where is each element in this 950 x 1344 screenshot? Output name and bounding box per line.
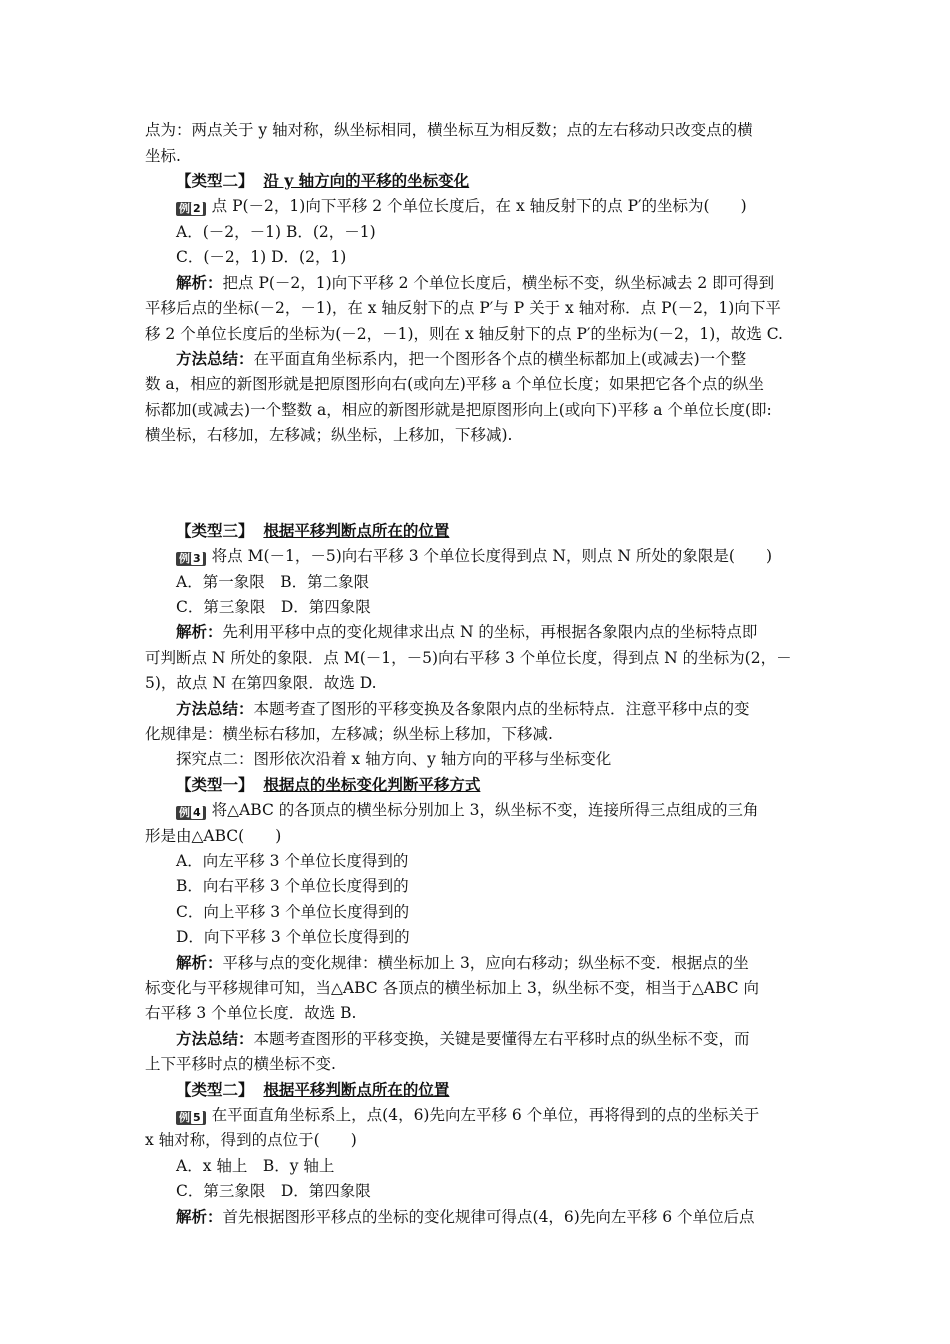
section-label: 【类型二】 (176, 1080, 254, 1099)
line-text: 数 a，相应的新图形就是把原图形向右(或向左)平移 a 个单位长度；如果把它各个点的纵坐 (145, 375, 764, 393)
line-text: A．x 轴上 B．y 轴上 (176, 1157, 335, 1175)
text-line-l18 (176, 622, 810, 642)
example-badge: 例 4 (176, 806, 206, 820)
section-heading: 根据平移判断点所在的位置 (263, 521, 450, 540)
section-label: 方法总结： (176, 1029, 254, 1048)
text-line-l13 (145, 425, 810, 445)
text-line-l24 (176, 775, 810, 795)
text-line-l38 (145, 1130, 810, 1150)
text-line-l06 (176, 247, 810, 267)
text-line-l05 (176, 222, 810, 242)
text-line-l28 (176, 876, 810, 896)
line-text: 平移后点的坐标(－2，－1)，在 x 轴反射下的点 P′与 P 关于 x 轴对称．点 P(－2，1)向下平 (145, 299, 781, 317)
line-text: C．(－2，1) D．(2，1) (176, 248, 347, 266)
line-text: D．向下平移 3 个单位长度得到的 (176, 928, 410, 946)
text-line-l33 (145, 1003, 810, 1023)
line-text: 把点 P(－2，1)向下平移 2 个单位长度后，横坐标不变，纵坐标减去 2 即可得到 (222, 274, 775, 292)
line-text: 点 P(－2，1)向下平移 2 个单位长度后，在 x 轴反射下的点 P′的坐标为( ) (211, 197, 747, 215)
text-line-l23 (176, 749, 810, 769)
line-text: 先利用平移中点的变化规律求出点 N 的坐标，再根据各象限内点的坐标特点即 (222, 623, 758, 641)
text-line-l19 (145, 648, 810, 668)
text-line-l08 (145, 298, 810, 318)
example-badge: 例 2 (176, 202, 206, 216)
example-badge: 例 5 (176, 1111, 206, 1125)
line-text: 形是由△ABC( ) (145, 827, 282, 845)
line-text: 平移与点的变化规律：横坐标加上 3，应向右移动；纵坐标不变．根据点的坐 (222, 954, 749, 972)
line-text: 右平移 3 个单位长度．故选 B. (145, 1004, 357, 1022)
text-line-l15 (176, 546, 810, 566)
text-line-l01 (145, 120, 810, 140)
line-text: 首先根据图形平移点的坐标的变化规律可得点(4，6)先向左平移 6 个单位后点 (222, 1208, 755, 1226)
line-text: 可判断点 N 所处的象限．点 M(－1，－5)向右平移 3 个单位长度，得到点 N 的坐标为(2，－ (145, 649, 792, 667)
line-text: 化规律是：横坐标右移加，左移减；纵坐标上移加，下移减. (145, 725, 553, 743)
line-text: C．第三象限 D．第四象限 (176, 1182, 371, 1200)
line-text: 本题考查了图形的平移变换及各象限内点的坐标特点．注意平移中点的变 (253, 700, 750, 718)
text-line-l36 (176, 1080, 810, 1100)
section-label: 解析： (176, 622, 223, 641)
line-text: 点为：两点关于 y 轴对称，纵坐标相同，横坐标互为相反数；点的左右移动只改变点的横 (145, 121, 753, 139)
text-line-l21 (176, 699, 810, 719)
section-heading: 根据平移判断点所在的位置 (263, 1080, 450, 1099)
text-line-l12 (145, 400, 810, 420)
text-line-l04 (176, 196, 810, 216)
section-label: 【类型一】 (176, 775, 254, 794)
text-line-l27 (176, 851, 810, 871)
text-line-l41 (176, 1207, 810, 1227)
line-text: 横坐标，右移加，左移减；纵坐标，上移加，下移减). (145, 426, 513, 444)
line-text: 5)，故点 N 在第四象限．故选 D. (145, 674, 377, 692)
line-text: 探究点二：图形依次沿着 x 轴方向、y 轴方向的平移与坐标变化 (176, 750, 612, 768)
text-line-l14 (176, 521, 810, 541)
text-line-l17 (176, 597, 810, 617)
line-text: 移 2 个单位长度后的坐标为(－2，－1)，则在 x 轴反射下的点 P′的坐标为(－2，1)，故选 C. (145, 325, 783, 343)
text-line-l22 (145, 724, 810, 744)
line-text: 在平面直角坐标系上，点(4，6)先向左平移 6 个单位，再将得到的点的坐标关于 (211, 1106, 760, 1124)
section-label: 方法总结： (176, 349, 254, 368)
text-line-l30 (176, 927, 810, 947)
section-label: 【类型三】 (176, 521, 254, 540)
section-label: 解析： (176, 273, 223, 292)
line-text: 上下平移时点的横坐标不变. (145, 1055, 336, 1073)
text-line-l16 (176, 572, 810, 592)
text-line-l31 (176, 953, 810, 973)
section-label: 解析： (176, 953, 223, 972)
line-text: 在平面直角坐标系内，把一个图形各个点的横坐标都加上(或减去)一个整 (253, 350, 747, 368)
text-line-l09 (145, 324, 810, 344)
line-text: A．第一象限 B．第二象限 (176, 573, 370, 591)
line-text: B．向右平移 3 个单位长度得到的 (176, 877, 409, 895)
line-text: C．向上平移 3 个单位长度得到的 (176, 903, 410, 921)
text-line-l20 (145, 673, 810, 693)
line-text: A．向左平移 3 个单位长度得到的 (176, 852, 409, 870)
text-line-l07 (176, 273, 810, 293)
text-line-l32 (145, 978, 810, 998)
text-line-l03 (176, 171, 810, 191)
text-line-l29 (176, 902, 810, 922)
example-badge: 例 3 (176, 552, 206, 566)
text-line-l02 (145, 146, 810, 166)
line-text: 将点 M(－1，－5)向右平移 3 个单位长度得到点 N，则点 N 所处的象限是( ) (211, 547, 772, 565)
section-heading: 沿 y 轴方向的平移的坐标变化 (263, 171, 470, 190)
line-text: 坐标. (145, 147, 181, 165)
section-label: 方法总结： (176, 699, 254, 718)
line-text: C．第三象限 D．第四象限 (176, 598, 371, 616)
line-text: x 轴对称，得到的点位于( ) (145, 1131, 357, 1149)
text-line-l11 (145, 374, 810, 394)
text-line-l40 (176, 1181, 810, 1201)
text-line-l25 (176, 800, 810, 820)
text-line-l35 (145, 1054, 810, 1074)
section-label: 【类型二】 (176, 171, 254, 190)
text-line-l39 (176, 1156, 810, 1176)
text-line-l10 (176, 349, 810, 369)
line-text: 本题考查图形的平移变换，关键是要懂得左右平移时点的纵坐标不变，而 (253, 1030, 750, 1048)
line-text: A．(－2，－1) B．(2，－1) (176, 223, 376, 241)
line-text: 将△ABC 的各顶点的横坐标分别加上 3，纵坐标不变，连接所得三点组成的三角 (211, 801, 759, 819)
text-line-l37 (176, 1105, 810, 1125)
section-heading: 根据点的坐标变化判断平移方式 (263, 775, 481, 794)
line-text: 标变化与平移规律可知，当△ABC 各顶点的横坐标加上 3，纵坐标不变，相当于△ABC 向 (145, 979, 759, 997)
line-text: 标都加(或减去)一个整数 a，相应的新图形就是把原图形向上(或向下)平移 a 个单位长度(即: (145, 401, 772, 419)
text-line-l26 (145, 826, 810, 846)
section-label: 解析： (176, 1207, 223, 1226)
text-line-l34 (176, 1029, 810, 1049)
